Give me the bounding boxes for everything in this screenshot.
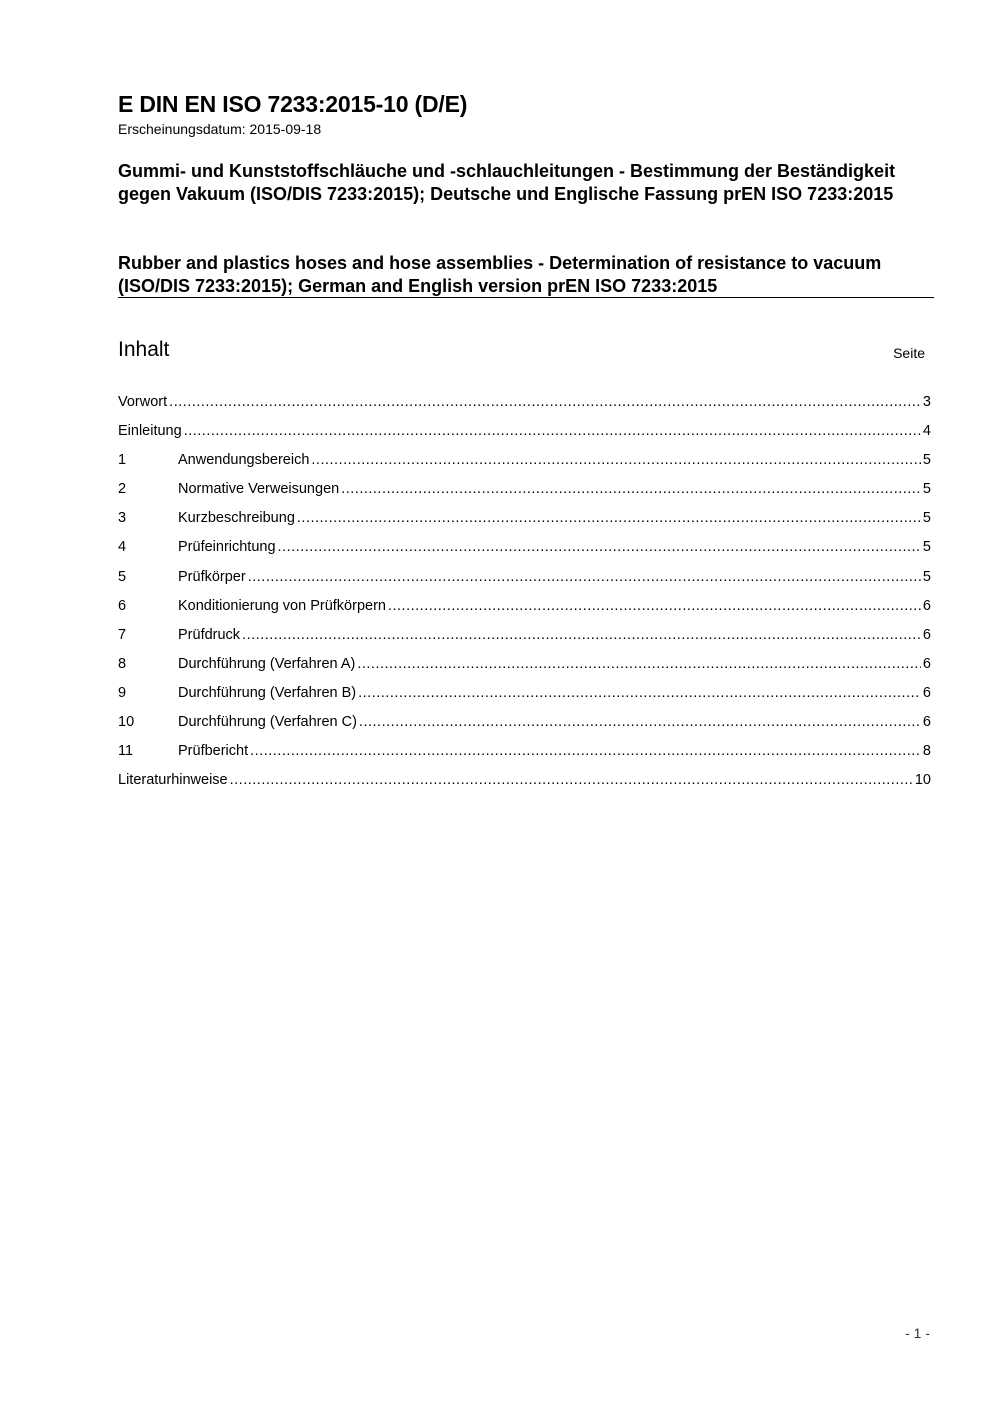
toc-page-column-label: Seite [893, 345, 925, 361]
toc-leader-dots [358, 685, 921, 701]
toc-entry[interactable] [118, 423, 931, 452]
toc-entry-number: 5 [118, 568, 127, 585]
toc-entry-label: Literaturhinweise [118, 772, 228, 789]
toc-entry-label: Vorwort [118, 394, 168, 410]
toc-entry[interactable] [118, 714, 931, 743]
toc-entry[interactable] [118, 685, 931, 714]
toc-leader-dots [184, 423, 921, 439]
title-divider [118, 297, 934, 298]
toc-entry-label: Prüfbericht [178, 743, 249, 760]
toc-entry-label: Normative Verweisungen [178, 481, 340, 498]
toc-entry[interactable] [118, 452, 931, 481]
toc-leader-dots [230, 772, 913, 788]
toc-entry[interactable] [118, 627, 931, 656]
toc-entry[interactable] [118, 743, 931, 772]
toc-entry-page: 4 [922, 423, 931, 440]
toc-entry-page: 6 [922, 714, 931, 731]
toc-entry[interactable] [118, 598, 931, 627]
toc-entry-label: Durchführung (Verfahren C) [178, 714, 357, 731]
toc-entry[interactable] [118, 394, 931, 423]
toc-entry-label: Durchführung (Verfahren A) [178, 655, 356, 672]
toc-entry[interactable] [118, 656, 931, 685]
toc-entry-number: 7 [118, 626, 127, 643]
toc-entry-number: 9 [118, 684, 127, 701]
toc-entry-page: 5 [922, 539, 931, 556]
toc-entry-number: 3 [118, 510, 127, 527]
toc-entry-number: 1 [118, 452, 127, 469]
toc-entry-number: 2 [118, 481, 127, 498]
title-english: Rubber and plastics hoses and hose assemblies - Determination of resistance to vacuum (ISO/DIS 7233:2015); German and English version prEN ISO 7233:2015 [118, 253, 882, 296]
toc-entry-page: 8 [922, 743, 931, 760]
toc-heading: Inhalt [118, 338, 170, 361]
toc-leader-dots [250, 743, 921, 759]
toc-entry-page: 5 [922, 510, 931, 527]
toc-entry-page: 6 [922, 597, 931, 614]
title-german: Gummi- und Kunststoffschläuche und -schlauchleitungen - Bestimmung der Beständigkeit gegen Vakuum (ISO/DIS 7233:2015); Deutsche und Englische Fassung prEN ISO 7233:2015 [118, 161, 896, 204]
toc-entry-page: 6 [922, 655, 931, 672]
toc-entry-number: 8 [118, 655, 127, 672]
toc-entry-number: 4 [118, 539, 127, 556]
toc-entry-label: Prüfkörper [178, 568, 246, 585]
toc-entry-page: 6 [922, 626, 931, 643]
toc-leader-dots [169, 394, 921, 410]
toc-entry-label: Prüfdruck [178, 626, 241, 643]
page-number: - 1 - [905, 1325, 930, 1341]
toc-entry-page: 5 [922, 568, 931, 585]
toc-entry-page: 6 [922, 684, 931, 701]
toc-entry[interactable] [118, 481, 931, 510]
toc-entry-label: Konditionierung von Prüfkörpern [178, 597, 386, 614]
toc-entry-label: Kurzbeschreibung [178, 510, 295, 527]
toc-leader-dots [297, 510, 921, 526]
toc-entry-label: Durchführung (Verfahren B) [178, 684, 357, 701]
toc-entry[interactable] [118, 772, 931, 801]
toc-entry-label: Anwendungsbereich [178, 452, 310, 469]
toc-leader-dots [311, 452, 921, 468]
toc-entry-number: 6 [118, 597, 127, 614]
toc-entry-page: 10 [914, 772, 931, 789]
toc-leader-dots [388, 598, 921, 614]
toc-entry-page: 5 [922, 481, 931, 498]
toc-entry-label: Einleitung [118, 423, 182, 440]
toc-leader-dots [242, 627, 921, 643]
toc-leader-dots [278, 539, 921, 555]
publication-date: Erscheinungsdatum: 2015-09-18 [118, 121, 322, 137]
toc-entry-page: 3 [922, 394, 931, 410]
toc-entry[interactable] [118, 539, 931, 568]
table-of-contents [118, 394, 931, 801]
toc-entry[interactable] [118, 569, 931, 598]
document-title: E DIN EN ISO 7233:2015-10 (D/E) [118, 91, 468, 117]
toc-entry[interactable] [118, 510, 931, 539]
toc-entry-label: Prüfeinrichtung [178, 539, 276, 556]
toc-entry-page: 5 [922, 452, 931, 469]
toc-leader-dots [357, 656, 921, 672]
toc-leader-dots [341, 481, 921, 497]
toc-entry-number: 11 [118, 743, 134, 760]
toc-entry-number: 10 [118, 714, 135, 731]
toc-leader-dots [248, 569, 921, 585]
toc-leader-dots [359, 714, 921, 730]
